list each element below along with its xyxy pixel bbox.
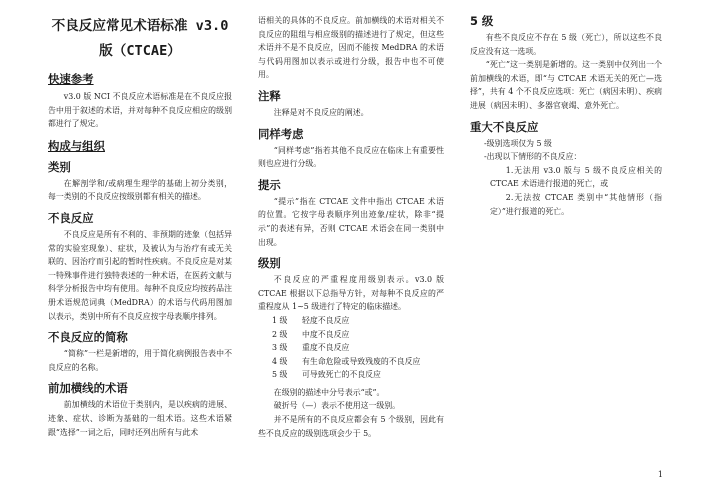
heading-hint: 提示 [258,177,281,192]
paragraph-grade-5-b: “死亡”这一类别是新增的。这一类别中仅列出一个前加横线的术语，即“与 CTCAE 术语无关的死亡—选择”，共有 4 个不良反应选项：死亡（病因未明）、疾病进展（病因未明）、多器官衰竭、意外死亡。 [470,60,662,110]
paragraph-dashed-terms-cont: 语相关的具体的不良反应。前加横线的术语对相关不良反应的阻组与相应级别的描述进行了规定，但这些术语并不是不良反应，因而不能按 MedDRA 的术语与代码用图加以表示或进行分级，报告中也不可使用。 [258,16,444,80]
grade-row [258,355,444,369]
heading-structure: 构成与组织 [48,138,105,153]
list-item: 1.无法用 v3.0 版与 5 级不良反应相关的 CTCAE 术语进行报道的死亡，或 [490,165,662,189]
document-title [48,14,232,64]
heading-quick-reference: 快速参考 [48,72,94,86]
paragraph-category: 在解剖学和/或病理生理学的基础上初分类别，每一类别的不良反应按级别都有相关的描述。 [48,178,232,202]
grade-label: 3 级 [272,343,288,353]
paragraph-hint: “提示”指在 CTCAE 文件中指出 CTCAE 术语的位置。它按字母表顺序列出迹象/症状，除非“提示”的表述有异，否则 CTCAE 术语会在同一类别中出现。 [258,196,444,247]
page-number: 1 [657,470,663,479]
title-line-1: 不良反应常见术语标准 v3.0 [51,18,229,34]
grade-desc: 有生命危险或导致残废的不良反应 [302,356,421,366]
grade-row [258,341,444,355]
paragraph-also-consider: “同样考虑”指若其他不良反应在临床上有重要性则也应进行分级。 [258,145,444,169]
grade-label: 4 级 [272,356,288,366]
paragraph-dashed-terms: 前加横线的术语位于类别内，是以疾病的进展、迹象、症状、诊断为基础的一组术语。这些术语紧跟“选择”一词之后，同时还列出所有与此术 [48,400,232,437]
grade-row [258,328,444,342]
heading-short-name: 不良反应的简称 [48,330,128,345]
title-line-2: 版（CTCAE） [99,43,181,59]
heading-adverse-event: 不良反应 [48,210,94,225]
paragraph-note: 注释是对不良反应的阐述。 [273,107,369,117]
list-item: 2.无法按 CTCAE 类别中“其他情形（指定）”进行报道的死亡。 [490,192,662,216]
heading-category: 类别 [48,159,71,174]
grade-desc: 可导致死亡的不良反应 [302,370,381,380]
paragraph-not-all-grades: 并不是所有的不良反应都会有 5 个级别，因此有些不良反应的级别选项会少于 5。 [258,415,444,438]
list-item: -级别选项仅为 5 级 [484,138,552,148]
grade-list [258,314,444,382]
paragraph-semicolon: 在级别的描述中分号表示“或”。 [273,387,385,397]
paragraph-grade-5-a: 有些不良反应不存在 5 级（死亡），所以这些不良反应没有这一选项。 [470,33,662,56]
paragraph-dash: 破折号（—）表示不使用这一级别。 [273,401,401,411]
grade-desc: 中度不良反应 [302,329,350,339]
grade-label: 5 级 [272,370,288,380]
grade-desc: 轻度不良反应 [302,315,350,325]
heading-serious-ae: 重大不良反应 [470,119,539,134]
paragraph-short-name: “简称”一栏是新增的，用于简化病例报告表中不良反应的名称。 [48,349,232,372]
heading-grade: 级别 [258,256,281,271]
grade-row [258,368,444,382]
heading-dashed-terms: 前加横线的术语 [48,381,128,396]
heading-also-consider: 同样考虑 [258,126,304,141]
paragraph-adverse-event: 不良反应是所有不利的、非预期的迹象（包括异常的实验室现象）、症状，及被认为与治疗有或无关联的、因治疗而引起的暂时性疾病。不良反应是对某一特殊事件进行独特表述的一种术语，在医药文献与科学分析报告中均有使用。每种不良反应均按药品注册术语规范词典（MedDRA）的术语与代码用图加以表示，类别中所有不良反应按字母表顺序排列。 [48,229,232,321]
column-3 [470,14,662,218]
paragraph-quick-reference: v3.0 版 NCI 不良反应术语标准是在不良反应报告中用于叙述的术语，并对每种不良反应相应的级别都进行了规定。 [48,92,232,129]
heading-note: 注释 [258,88,281,103]
column-1 [48,14,232,439]
heading-grade-5: 5 级 [470,14,494,28]
column-2 [258,14,444,440]
grade-label: 2 级 [272,329,288,339]
grade-row [258,314,444,328]
paragraph-grade: 不良反应的严重程度用级别表示。v3.0 版 CTCAE 根据以下总指导方针，对每种不良反应的严重程度从 1~5 级进行了特定的临床描述。 [258,275,444,312]
list-item: -出现以下情形的不良反应： [484,152,582,162]
grade-desc: 重度不良反应 [302,343,350,353]
grade-label: 1 级 [272,315,288,325]
